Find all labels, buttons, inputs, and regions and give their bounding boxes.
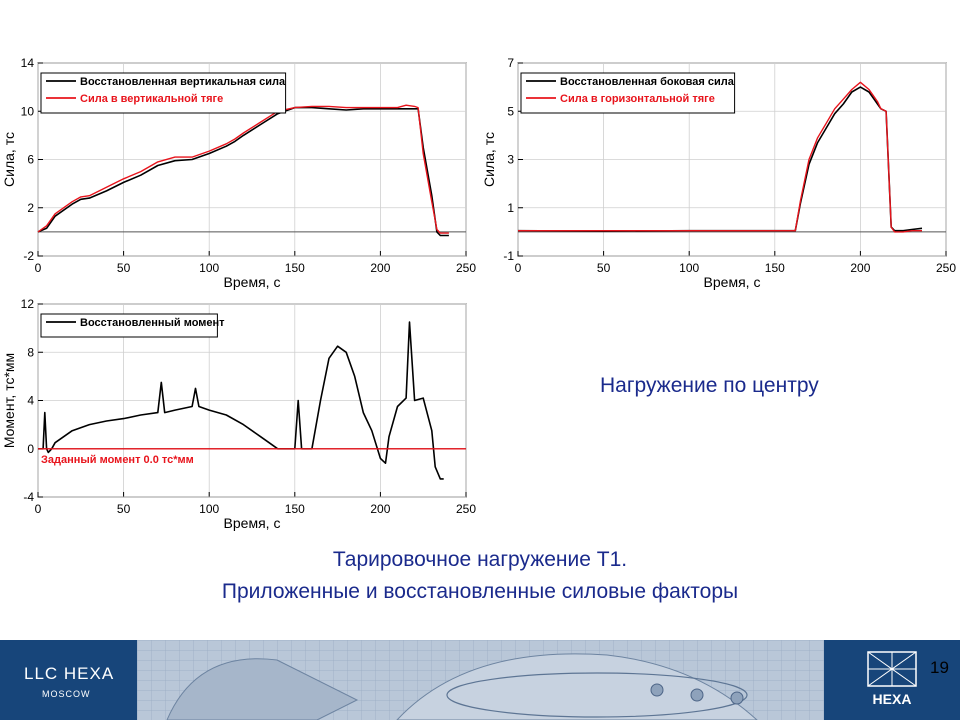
y-tick-label: -4 [23,490,34,504]
y-tick-label: 6 [27,152,34,167]
x-tick-label: 100 [679,261,700,275]
legend-entry: Сила в вертикальной тяге [80,93,224,105]
x-tick-label: 50 [596,261,611,275]
y-tick-label: 4 [27,393,34,408]
y-tick-label: 12 [20,297,34,311]
x-tick-label: 0 [34,261,42,275]
x-tick-label: 0 [514,261,522,275]
footer-mesh-image [137,640,824,720]
chart-lateral-force [480,55,960,295]
y-tick-label: 5 [507,104,514,119]
footer-bar [0,640,960,720]
logo-text: HEXA [872,691,912,707]
x-tick-label: 150 [284,502,305,516]
mesh-illustration [137,640,824,720]
slide-caption-line2: Приложенные и восстановленные силовые факторы [221,580,739,603]
x-tick-label: 200 [850,261,871,275]
y-tick-label: 0 [27,441,34,456]
x-tick-label: 250 [935,261,957,275]
x-tick-label: 50 [116,502,131,516]
y-tick-label: 8 [27,345,34,360]
legend-entry: Сила в горизонтальной тяге [560,93,715,105]
y-axis-label: Сила, тс [1,132,17,187]
x-tick-label: 0 [34,502,42,516]
x-tick-label: 250 [455,502,477,516]
x-axis-label: Время, с [223,274,281,290]
legend-entry: Восстановленная боковая сила [560,76,734,88]
x-axis-label: Время, с [703,274,761,290]
y-axis-label: Сила, тс [481,132,497,187]
x-axis-label: Время, с [223,515,281,531]
x-tick-label: 200 [370,502,391,516]
x-tick-label: 200 [370,261,391,275]
chart-moment [0,296,480,536]
x-tick-label: 100 [199,261,220,275]
y-tick-label: 3 [507,152,514,167]
loading-note: Нагружение по центру [600,374,819,397]
y-tick-label: 2 [27,200,34,215]
setpoint-annotation: Заданный момент 0.0 тс*мм [41,453,194,466]
chart-vertical-force [0,55,480,295]
company-name: LLC HEXA [24,664,115,683]
company-brand [0,640,137,720]
x-tick-label: 150 [764,261,785,275]
y-tick-label: 1 [507,200,514,215]
legend-entry: Восстановленный момент [80,317,225,329]
x-tick-label: 100 [199,502,220,516]
page-number: 19 [930,658,949,677]
y-tick-label: 10 [20,104,34,119]
y-tick-label: 14 [20,56,34,70]
x-tick-label: 250 [455,261,477,275]
y-tick-label: 7 [507,56,514,70]
x-tick-label: 150 [284,261,305,275]
y-axis-label: Момент, тс*мм [1,352,17,449]
y-tick-label: -1 [503,249,514,263]
y-tick-label: -2 [23,249,34,263]
hexa-logo [862,646,922,714]
legend-entry: Восстановленная вертикальная сила [80,76,286,88]
company-city: MOSCOW [42,689,91,699]
slide-caption-line1: Тарировочное нагружение Т1. [332,548,628,571]
x-tick-label: 50 [116,261,131,275]
